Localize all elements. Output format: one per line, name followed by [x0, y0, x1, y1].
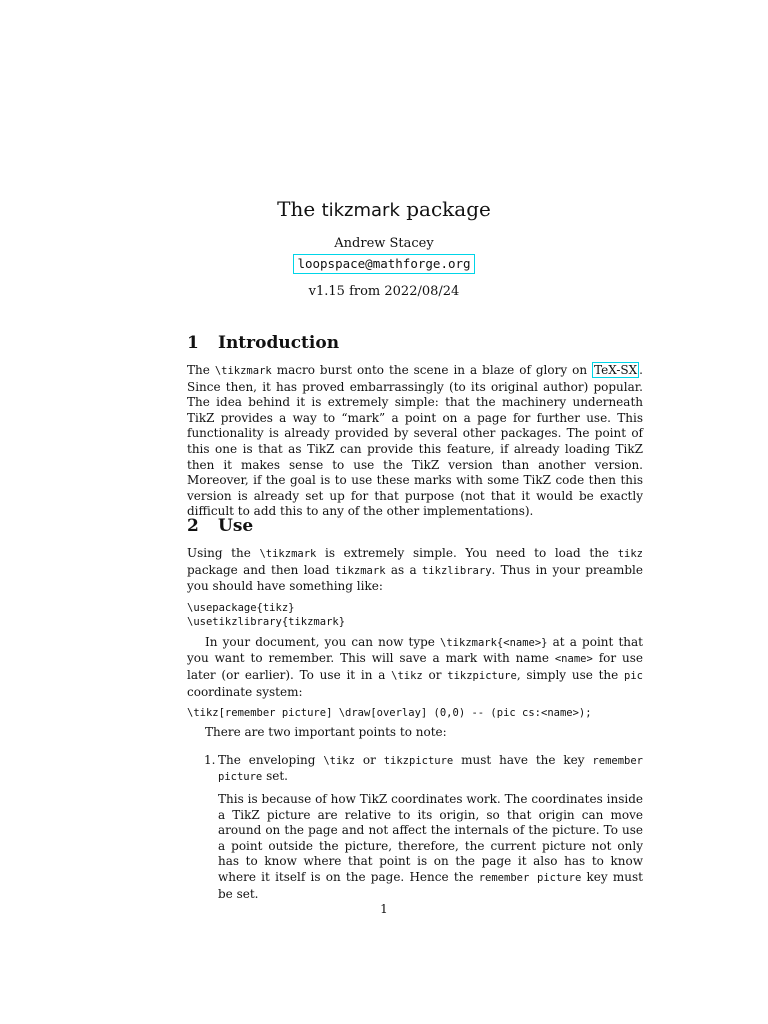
list-marker: 1. — [204, 752, 216, 767]
list-item — [187, 753, 643, 902]
use-paragraph-1: Using the \tikzmark is extremely simple. You need to load the tikz package and then load tikzmark as a tikzlibrary. Thus in your preamble you should have something like: — [187, 546, 643, 594]
list-item-text: The enveloping \tikz or tikzpicture must have the key remember picture set. — [218, 752, 643, 784]
code-block-usage: \tikz[remember picture] \draw[overlay] (0,0) -- (pic cs:<name>); — [187, 707, 592, 720]
intro-paragraph: The \tikzmark macro burst onto the scene in a blaze of glory on TeX-SX . Since then, it has proved embarrassingly (to its original author) popular. The idea behind it is extremely simple: that the machinery underneath TikZ provides a way to “mark” a point on a page for further use. This functionality is already provided by several other packages. The point of this one is that as TikZ can provide this feature, if already loading TikZ then it makes sense to use the TikZ version than another version. Moreover, if the goal is to use these marks with some TikZ code then this version is already set up for that purpose (not that it would be exactly difficult to add this to any of the other implementations). — [187, 363, 643, 519]
texsx-link[interactable]: TeX-SX — [594, 363, 638, 377]
section-introduction — [187, 332, 643, 520]
section-use — [187, 515, 643, 902]
section-heading: 1 Introduction — [187, 333, 340, 353]
code-block-preamble — [187, 601, 643, 629]
package-name: tikzmark — [321, 200, 400, 221]
email-link[interactable]: loopspace@mathforge.org — [293, 254, 474, 274]
version-date: v1.15 from 2022/08/24 — [308, 283, 460, 299]
code-line: \usepackage{tikz} — [187, 601, 295, 614]
use-paragraph-3: There are two important points to note: — [205, 725, 447, 740]
section-heading: 2 Use — [187, 516, 254, 536]
title-block — [0, 196, 768, 299]
author-name: Andrew Stacey — [334, 236, 434, 251]
page-title: The tikzmark package — [277, 197, 491, 221]
code-line: \usetikzlibrary{tikzmark} — [187, 615, 346, 628]
use-paragraph-2: In your document, you can now type \tikzmark{<name>} at a point that you want to remember. This will save a mark with name <name> for use later (or earlier). To use it in a \tikz or tikzpicture, simply use the pic coordinate system: — [187, 634, 643, 699]
page-number: 1 — [380, 902, 388, 916]
list-item-paragraph: This is because of how TikZ coordinates work. The coordinates inside a TikZ picture are relative to its origin, so that origin can move around on the page and not affect the internals of the picture. To use a point outside the picture, therefore, the current picture not only has to know where that point is on the page it also has to know where it itself is on the page. Hence the remember picture key must be set. — [218, 791, 644, 901]
